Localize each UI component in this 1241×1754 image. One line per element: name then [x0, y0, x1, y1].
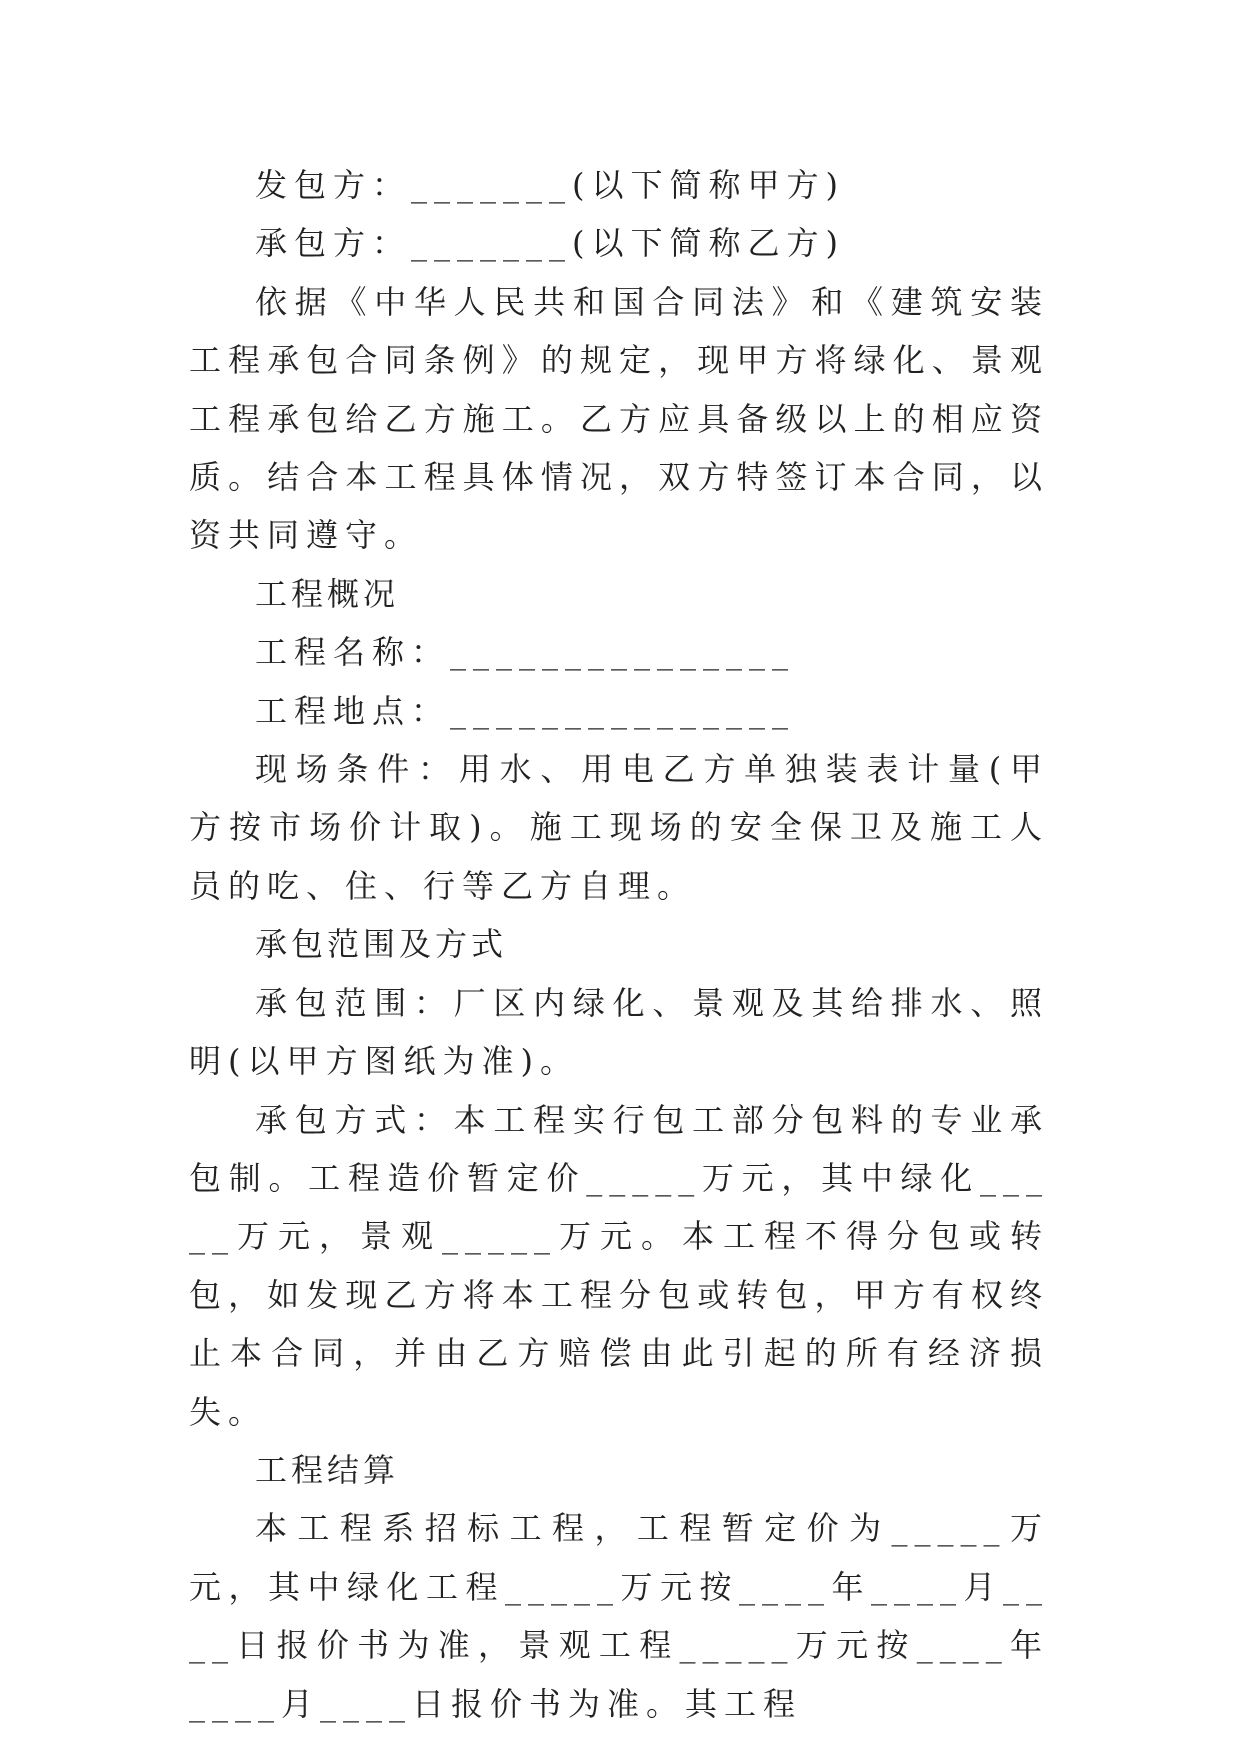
- project-name-line: 工程名称：_______________: [255, 633, 796, 672]
- site-conditions-paragraph: 现场条件：用水、用电乙方单独装表计量(甲方按市场价计取)。施工现场的安全保卫及施工人员的吃、住、行等乙方自理。: [189, 750, 1049, 905]
- contractor-line: 承包方：_______(以下简称乙方): [255, 224, 845, 263]
- preamble-paragraph: 依据《中华人民共和国合同法》和《建筑安装工程承包合同条例》的规定，现甲方将绿化、景观工程承包给乙方施工。乙方应具备级以上的相应资质。结合本工程具体情况，双方特签订本合同，以资共同遵守。: [189, 282, 1049, 555]
- project-location-line: 工程地点：_______________: [255, 691, 796, 730]
- section-heading-settlement: 工程结算: [255, 1450, 400, 1489]
- settlement-paragraph: 本工程系招标工程，工程暂定价为_____万元，其中绿化工程_____万元按____年____月____日报价书为准，景观工程_____万元按____年____月____日报价书为准。其工程: [189, 1509, 1049, 1723]
- document-body: [189, 156, 1049, 1733]
- section-heading-project-overview: 工程概况: [255, 574, 400, 613]
- section-heading-scope-and-method: 承包范围及方式: [255, 925, 508, 964]
- scope-paragraph: 承包范围：厂区内绿化、景观及其给排水、照明(以甲方图纸为准)。: [189, 983, 1049, 1081]
- employer-line: 发包方：_______(以下简称甲方): [255, 166, 845, 204]
- method-paragraph: 承包方式：本工程实行包工部分包料的专业承包制。工程造价暂定价_____万元，其中绿化_____万元，景观_____万元。本工程不得分包或转包，如发现乙方将本工程分包或转包，甲方有权终止本合同，并由乙方赔偿由此引起的所有经济损失。: [189, 1100, 1049, 1431]
